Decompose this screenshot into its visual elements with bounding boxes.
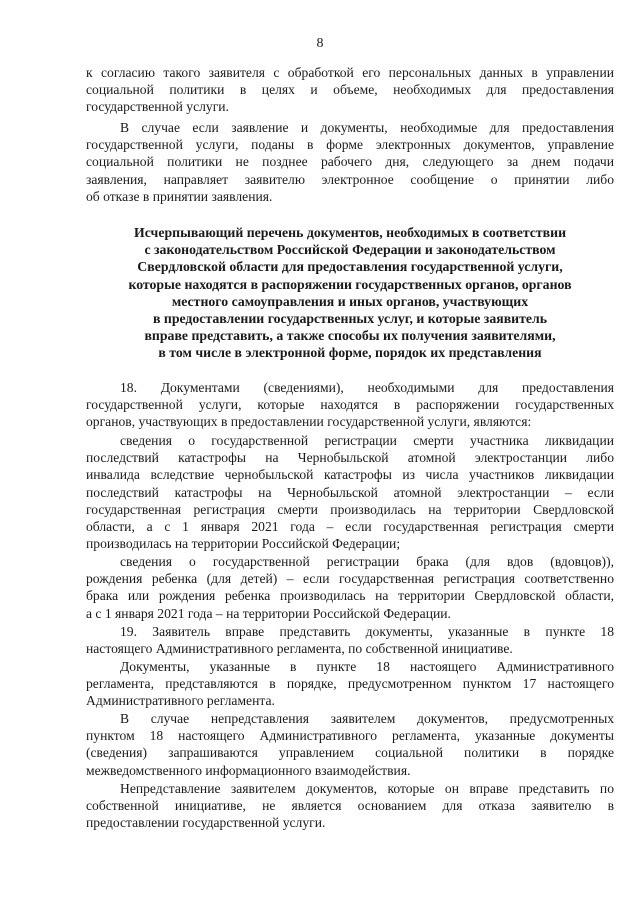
text-line: государственной услуги, которые находятся в распоряжении государственных (86, 397, 614, 413)
text-line: государственная регистрация смерти производилась на территории Свердловской (86, 501, 614, 517)
text-line: об отказе в принятии заявления. (86, 188, 273, 204)
text-line: Документы, указанные в пункте 18 настоящего Административного (120, 659, 614, 674)
text-line: сведения о государственной регистрации смерти участника ликвидации (120, 433, 614, 448)
paragraph-19-own-initiative (86, 780, 614, 832)
text-line: регламента, представляются в порядке, предусмотренном пунктом 17 настоящего (86, 676, 614, 692)
heading-line: с законодательством Российской Федерации и законодательством (144, 242, 556, 258)
text-line: настоящего Административного регламента, по собственной инициативе. (86, 641, 513, 657)
paragraph-18-marriage-registration (86, 553, 614, 622)
text-line: брака или рождения ребенка производилась на территории Свердловской области, (86, 588, 614, 604)
text-line: производилась на территории Российской Федерации; (86, 536, 401, 552)
heading-line: Свердловской области для предоставления государственной услуги, (137, 259, 563, 275)
heading-line: в том числе в электронной форме, порядок их представления (158, 345, 542, 361)
text-line: государственной услуги. (86, 99, 229, 115)
heading-line: которые находятся в распоряжении государственных органов, органов (128, 276, 572, 292)
text-line: пунктом 18 настоящего Административного регламента, указанные документы (86, 728, 614, 744)
text-line: межведомственного информационного взаимодействия. (86, 762, 411, 778)
text-line: социальной политики в целях и объеме, необходимых для предоставления (86, 82, 614, 98)
text-line: рождения ребенка (для детей) – если государственная регистрация соответственно (86, 571, 614, 587)
paragraph-18 (86, 379, 614, 431)
text-line: инвалида вследствие чернобыльской катастрофы из числа участников ликвидации (86, 467, 614, 483)
text-line: 18. Документами (сведениями), необходимыми для предоставления (120, 380, 614, 395)
text-line: Непредставление заявителем документов, которые он вправе представить по (120, 781, 614, 796)
heading-line: вправе представить, а также способы их получения заявителями, (144, 328, 556, 344)
text-line: а с 1 января 2021 года – на территории Российской Федерации. (86, 605, 451, 621)
heading-line: Исчерпывающий перечень документов, необходимых в соответствии (133, 225, 567, 240)
text-line: В случае непредставления заявителем документов, предусмотренных (120, 711, 614, 726)
text-line: собственной инициативе, не является основанием для отказа заявителю в (86, 798, 614, 814)
heading-line: местного самоуправления и иных органов, участвующих (171, 293, 529, 309)
section-heading (86, 224, 614, 362)
paragraph-electronic-submission (86, 119, 614, 205)
text-line: к согласию такого заявителя с обработкой его персональных данных в управлении (86, 65, 614, 80)
text-line: органов, участвующих в предоставлении государственной услуги, являются: (86, 414, 532, 430)
paragraph-19-non-submission (86, 710, 614, 779)
paragraph-19-documents (86, 658, 614, 710)
heading-line: в предоставлении государственных услуг, и которые заявитель (152, 310, 548, 326)
text-line: заявления, направляет заявителю электронное сообщение о принятии либо (86, 171, 614, 187)
text-line: области, а с 1 января 2021 года – если государственная регистрация смерти (86, 518, 614, 534)
text-line: последствий катастрофы на Чернобыльской атомной электростанции – если (86, 484, 614, 500)
text-line: последствий катастрофы на Чернобыльской атомной электростанции либо (86, 450, 614, 466)
paragraph-consent (86, 64, 614, 116)
text-line: социальной политики не позднее рабочего дня, следующего за днем подачи (86, 154, 614, 170)
text-line: В случае если заявление и документы, необходимые для предоставления (120, 120, 614, 135)
paragraph-19 (86, 623, 614, 657)
text-line: предоставлении государственной услуги. (86, 815, 326, 831)
text-line: (сведения) запрашиваются управлением социальной политики в порядке (86, 745, 614, 761)
text-line: 19. Заявитель вправе представить документы, указанные в пункте 18 (120, 624, 614, 639)
text-line: сведения о государственной регистрации брака (для вдов (вдовцов)), (120, 554, 614, 569)
page-number: 8 (316, 36, 324, 51)
text-line: Административного регламента. (86, 693, 275, 709)
paragraph-18-death-registration (86, 432, 614, 552)
text-line: государственной услуги, поданы в форме электронных документов, управление (86, 137, 614, 153)
